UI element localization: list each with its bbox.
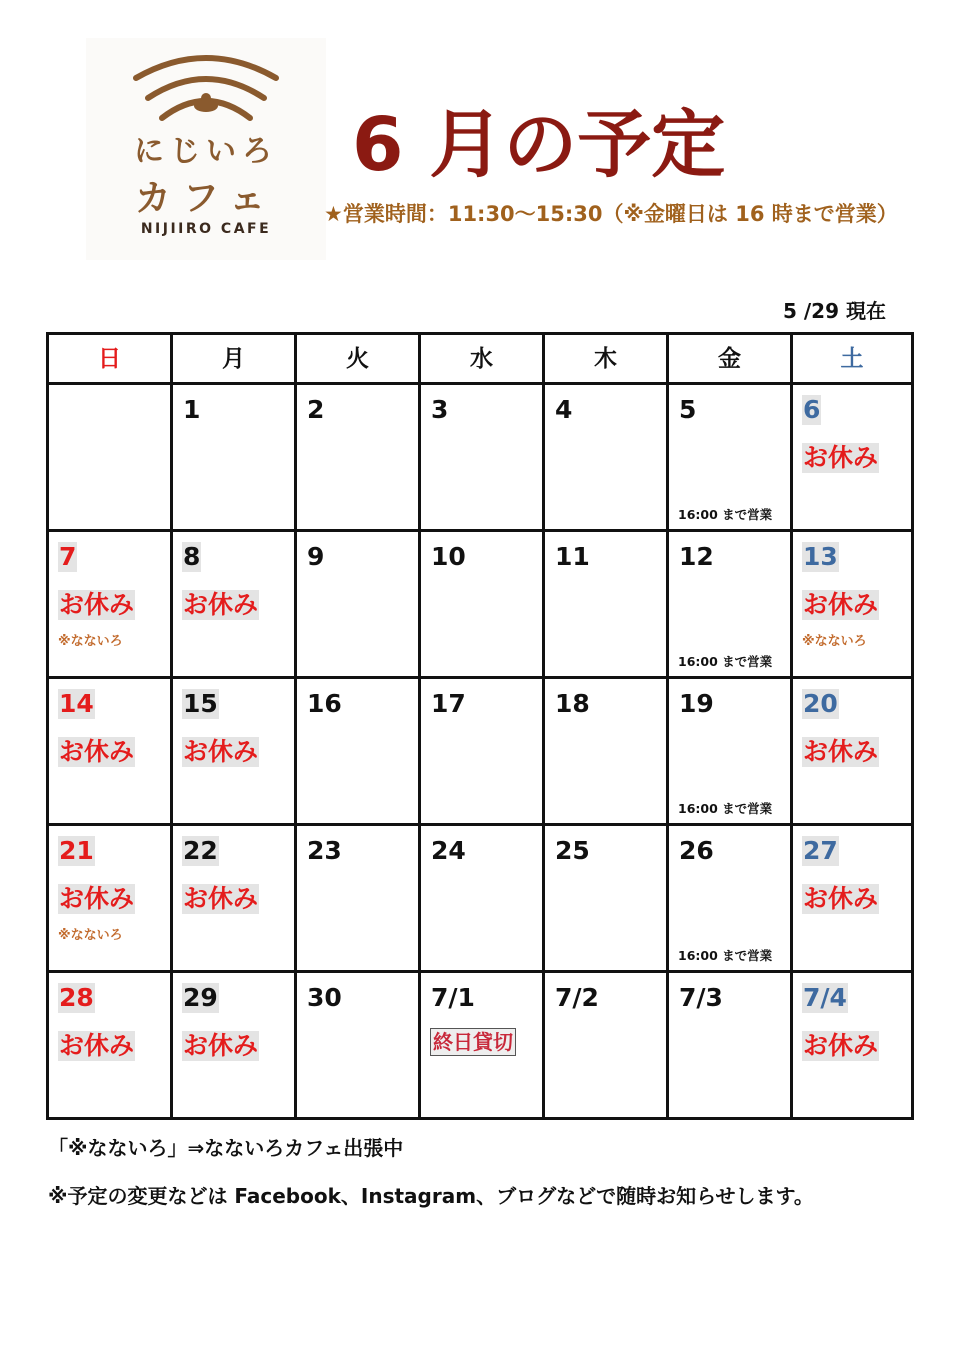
day-cell xyxy=(173,679,297,826)
weekday-header-sat: 土 xyxy=(793,335,911,385)
day-number: 20 xyxy=(803,689,838,718)
day-cell xyxy=(49,973,173,1120)
day-cell xyxy=(421,679,545,826)
day-cell xyxy=(793,679,911,826)
extended-hours-note: 16:00 まで営業 xyxy=(678,507,773,522)
closed-label: お休み xyxy=(803,443,879,472)
weekday-header-tue: 火 xyxy=(297,335,421,385)
day-number: 16 xyxy=(307,689,342,718)
day-cell xyxy=(793,973,911,1120)
day-number: 11 xyxy=(555,542,590,571)
day-cell xyxy=(297,385,421,532)
day-cell xyxy=(545,826,669,973)
nanairo-note: ※なないろ xyxy=(58,634,123,649)
closed-label: お休み xyxy=(59,884,135,913)
day-number: 7/2 xyxy=(555,983,599,1012)
day-number: 21 xyxy=(59,836,94,865)
day-number: 30 xyxy=(307,983,342,1012)
day-cell xyxy=(545,679,669,826)
as-of-date: 5 /29 現在 xyxy=(783,299,886,323)
extended-hours-note: 16:00 まで営業 xyxy=(678,948,773,963)
day-cell xyxy=(173,826,297,973)
day-number: 7 xyxy=(59,542,77,571)
cafe-logo xyxy=(86,38,326,260)
closed-label: お休み xyxy=(803,590,879,619)
day-cell xyxy=(545,385,669,532)
weekday-header-mon: 月 xyxy=(173,335,297,385)
day-cell xyxy=(421,385,545,532)
house-roof-icon xyxy=(132,42,280,128)
page-title: 6 月の予定 xyxy=(352,102,726,188)
day-cell xyxy=(297,973,421,1120)
logo-name-en: NIJIIRO CAFE xyxy=(140,221,272,237)
day-number: 25 xyxy=(555,836,590,865)
day-number: 9 xyxy=(307,542,325,571)
extended-hours-note: 16:00 まで営業 xyxy=(678,801,773,816)
weekday-header-thu: 木 xyxy=(545,335,669,385)
day-cell xyxy=(49,826,173,973)
closed-label: お休み xyxy=(59,590,135,619)
weekday-header-fri: 金 xyxy=(669,335,793,385)
nanairo-note: ※なないろ xyxy=(802,634,867,649)
day-cell xyxy=(49,532,173,679)
closed-label: お休み xyxy=(183,737,259,766)
day-cell xyxy=(297,532,421,679)
day-number: 7/1 xyxy=(431,983,475,1012)
day-number: 15 xyxy=(183,689,218,718)
day-cell xyxy=(793,826,911,973)
day-number: 7/4 xyxy=(803,983,847,1012)
closed-label: お休み xyxy=(803,884,879,913)
day-number: 24 xyxy=(431,836,466,865)
day-cell xyxy=(669,385,793,532)
day-cell xyxy=(545,973,669,1120)
closed-label: お休み xyxy=(803,1031,879,1060)
day-cell xyxy=(669,679,793,826)
day-number: 19 xyxy=(679,689,714,718)
day-cell xyxy=(421,973,545,1120)
business-hours: ★営業時間：11:30〜15:30（※金曜日は 16 時まで営業） xyxy=(324,202,898,226)
day-cell xyxy=(297,826,421,973)
day-number: 2 xyxy=(307,395,325,424)
day-number: 13 xyxy=(803,542,838,571)
closed-label: お休み xyxy=(59,1031,135,1060)
closed-label: お休み xyxy=(183,1031,259,1060)
day-cell xyxy=(793,532,911,679)
footnote-nanairo: 「※なないろ」⇒なないろカフェ出張中 xyxy=(48,1136,404,1160)
private-booking-badge: 終日貸切 xyxy=(430,1028,516,1056)
day-number: 14 xyxy=(59,689,94,718)
day-cell xyxy=(49,679,173,826)
logo-name-jp-line2: カフェ xyxy=(134,178,278,219)
closed-label: お休み xyxy=(59,737,135,766)
day-number: 12 xyxy=(679,542,714,571)
day-number: 28 xyxy=(59,983,94,1012)
day-number: 4 xyxy=(555,395,573,424)
day-number: 27 xyxy=(803,836,838,865)
closed-label: お休み xyxy=(803,737,879,766)
day-number: 29 xyxy=(183,983,218,1012)
day-cell xyxy=(669,532,793,679)
day-cell xyxy=(421,532,545,679)
day-number: 3 xyxy=(431,395,449,424)
day-number: 22 xyxy=(183,836,218,865)
day-number: 23 xyxy=(307,836,342,865)
closed-label: お休み xyxy=(183,884,259,913)
day-number: 10 xyxy=(431,542,466,571)
day-cell xyxy=(173,973,297,1120)
day-cell xyxy=(297,679,421,826)
footnote-schedule-changes: ※予定の変更などは Facebook、Instagram、ブログなどで随時お知らせします。 xyxy=(48,1184,814,1208)
day-cell xyxy=(421,826,545,973)
day-number: 1 xyxy=(183,395,201,424)
extended-hours-note: 16:00 まで営業 xyxy=(678,654,773,669)
day-number: 6 xyxy=(803,395,821,424)
day-cell xyxy=(669,973,793,1120)
weekday-header-wed: 水 xyxy=(421,335,545,385)
weekday-header-sun: 日 xyxy=(49,335,173,385)
day-cell xyxy=(173,532,297,679)
day-number: 17 xyxy=(431,689,466,718)
day-number: 18 xyxy=(555,689,590,718)
day-cell xyxy=(173,385,297,532)
day-number: 7/3 xyxy=(679,983,723,1012)
closed-label: お休み xyxy=(183,590,259,619)
calendar-grid xyxy=(46,332,914,1120)
day-cell xyxy=(49,385,173,532)
day-number: 5 xyxy=(679,395,697,424)
day-cell xyxy=(793,385,911,532)
day-number: 8 xyxy=(183,542,201,571)
nanairo-note: ※なないろ xyxy=(58,928,123,943)
day-number: 26 xyxy=(679,836,714,865)
day-cell xyxy=(545,532,669,679)
logo-name-jp-line1: にじいろ xyxy=(134,134,278,169)
day-cell xyxy=(669,826,793,973)
